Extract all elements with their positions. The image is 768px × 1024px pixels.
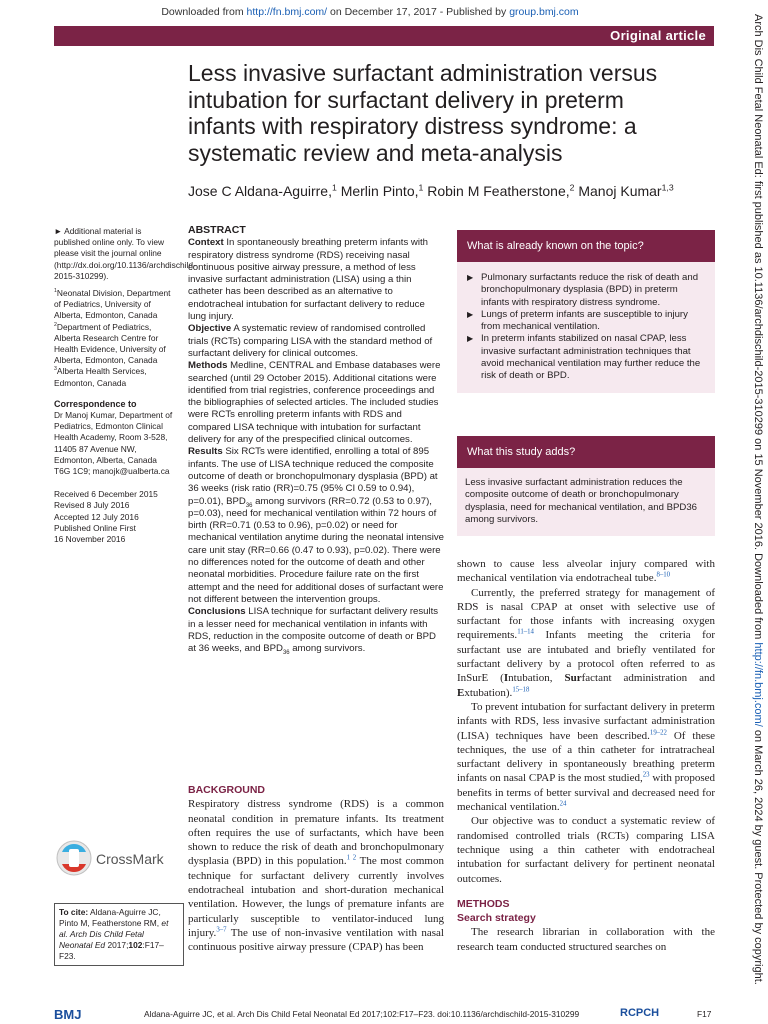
affiliation: $^2$Department of Pediatrics, Alberta Research Centre for Health Evidence, University of Alberta, Edmonton, Canada — [54, 321, 166, 366]
crossmark-label: CrossMark — [96, 851, 164, 867]
footer-citation: Aldana-Aguirre JC, et al. Arch Dis Child Fetal Neonatal Ed 2017;102:F17–F23. doi:10.1136/archdischild-2015-310299 — [144, 1009, 580, 1019]
background-section — [188, 783, 444, 955]
abstract-context: Context In spontaneously breathing preterm infants with respiratory distress syndrome (RDS) receiving nasal continuous positive airway pressure, a method of less invasive surfactant administration (LISA) using a thin catheter has been described as an alternative to endotracheal intubation for surfactant delivery to reduce lung injury. — [188, 237, 428, 323]
publisher-link[interactable]: group.bmj.com — [509, 6, 579, 18]
article-title: Less invasive surfactant administration versus intubation for surfactant delivery in preterm infants with respiratory distress syndrome: a systematic review and meta-analysis — [188, 60, 658, 166]
date-published-label: Published Online First — [54, 522, 136, 533]
paragraph: Our objective was to conduct a systematic review of randomised controlled trials (RCTs) comparing LISA technique using a thin catheter with endotracheal intubation for surfactant delivery for pertinent neonatal outcomes. — [457, 815, 715, 885]
paragraph: To prevent intubation for surfactant delivery in preterm infants with RDS, less invasive surfactant administration (LISA) techniques have been described.$^{19-22}$ Of these techniques, the use of a thin catheter for intratracheal surfactant delivery in spontaneously breathing preterm infants on nasal CPAP is the most studied,$^{23}$ with proposed benefits in terms of better survival and decreased need for mechanical ventilation.$^{24}$ — [457, 700, 715, 814]
download-url-link[interactable]: http://fn.bmj.com/ — [246, 6, 328, 18]
download-middle: on December 17, 2017 - Published by — [330, 6, 507, 18]
adds-box-text: Less invasive surfactant administration reduces the composite outcome of death or bronchopulmonary dysplasia, need for mechanical ventilation, and BPD36 among survivors. — [465, 477, 697, 525]
crossmark-badge[interactable] — [54, 838, 179, 878]
affiliation: $^3$Alberta Health Services, Edmonton, Canada — [54, 366, 147, 388]
bullet-triangle-icon: ▶ — [467, 309, 474, 319]
abstract-conclusions: Conclusions LISA technique for surfactant delivery results in a lesser need for mechanical ventilation in infants with RDS, reduction in the composite outcome of death or BPD at 36 weeks, and $BPD_{36}$ among survivors. — [188, 606, 439, 656]
known-box-heading: What is already known on the topic? — [457, 230, 715, 262]
bullet-triangle-icon: ▶ — [467, 273, 474, 282]
correspondence-heading: Correspondence to — [54, 398, 137, 409]
date-revised: Revised 8 July 2016 — [54, 500, 130, 511]
bmj-logo: BMJ — [54, 1007, 82, 1022]
search-strategy-heading: Search strategy — [457, 912, 536, 925]
abstract-objective: Objective A systematic review of randomised controlled trials (RCTs) comparing LISA with the standard method of surfactant delivery for clinical outcomes. — [188, 323, 433, 359]
section-label: Original article — [610, 28, 706, 43]
author: Robin M Featherstone,$^2$ — [427, 182, 575, 199]
crossmark-icon — [54, 838, 179, 878]
author: Manoj Kumar$^{1,3}$ — [578, 182, 674, 199]
vertical-margin-note: Arch Dis Child Fetal Neonatal Ed: first published as 10.1136/archdischild-2015-310299 on 15 November 2016. Downloaded from http://fn.bmj.com/ on March 26, 2024 by guest. Protected by copyright. — [752, 14, 764, 985]
rcpch-logo: RCPCH — [620, 1007, 660, 1019]
author: Merlin Pinto,$^1$ — [340, 182, 424, 199]
paragraph: shown to cause less alveolar injury compared with mechanical ventilation via endotracheal tube.$^{8-10}$ — [457, 558, 715, 585]
paragraph: Currently, the preferred strategy for management of RDS is nasal CPAP at onset with selective use of surfactant for those infants with increasing oxygen requirements.$^{11-14}$ Infants meeting the criteria for surfactant use are intubated and briefly ventilated for surfactant delivery by a protocol often referred to as InSurE (Intubation, Surfactant administration and Extubation).$^{15-18}$ — [457, 586, 715, 699]
date-published: 16 November 2016 — [54, 534, 126, 545]
known-item: ▶ In preterm infants stabilized on nasal CPAP, less invasive surfactant administration techniques that avoid mechanical ventilation may further reduce the risk of death or BPD. — [467, 333, 701, 382]
known-item: ▶ Pulmonary surfactants reduce the risk of death and bronchopulmonary dysplasia (BPD) in preterm infants with respiratory distress syndrome. — [467, 272, 699, 308]
page-number: F17 — [697, 1009, 712, 1019]
abstract-heading: ABSTRACT — [188, 224, 246, 236]
bullet-triangle-icon: ▶ — [467, 334, 474, 344]
adds-box-heading: What this study adds? — [457, 436, 715, 468]
background-heading: BACKGROUND — [188, 784, 265, 796]
right-column-text — [457, 557, 715, 954]
page-footer — [54, 1007, 714, 1023]
author: Jose C Aldana-Aguirre,$^1$ — [188, 182, 337, 199]
paragraph: Respiratory distress syndrome (RDS) is a common neonatal condition in premature infants. Its treatment often requires the use of surfactants, which have been shown to reduce the risk of death and bronchopulmonary dysplasia (BPD) in this population.$^{1 2}$ The most common technique for surfactant delivery currently involves endotracheal intubation and short-duration mechanical ventilation. However, the lungs of premature infants are particularly susceptible to ventilator-induced lung injury.$^{3-7}$ The use of non-invasive ventilation with nasal continuous positive airway pressure (CPAP) has been — [188, 798, 444, 954]
methods-heading: METHODS — [457, 897, 510, 910]
paragraph: The research librarian in collaboration with the research team conducted structured searches on — [457, 926, 715, 953]
known-box — [457, 230, 715, 393]
affiliation: $^1$Neonatal Division, Department of Pediatrics, University of Alberta, Edmonton, Canada — [54, 288, 171, 321]
author-list — [188, 183, 708, 199]
abstract — [188, 224, 444, 655]
abstract-results: Results Six RCTs were identified, enrolling a total of 895 infants. The use of LISA technique reduced the composite outcome of death or bronchopulmonary dysplasia (BPD) at 36 weeks (risk ratio (RR)=0.75 (95% CI 0.59 to 0.94), p=0.01), $BPD_{36}$ among survivors (RR=0.72 (0.53 to 0.97), p=0.03), need for mechanical ventilation within 72 hours of birth (RR=0.71 (0.53 to 0.96), p=0.02) or need for mechanical ventilation anytime during the neonatal intensive care unit stay (RR=0.66 (0.47 to 0.93), p=0.02). There were no differences noted for the outcome of death and other neonatal morbidities. Procedure failure rate on the first attempt and the need for additional doses of surfactant were not different between the intervention groups. — [188, 446, 444, 605]
cite-box: To cite: Aldana-Aguirre JC, Pinto M, Featherstone RM, et al. Arch Dis Child Fetal Neonatal Ed 2017;102:F17–F23. — [54, 903, 184, 966]
date-received: Received 6 December 2015 — [54, 489, 158, 500]
section-band — [54, 26, 714, 46]
adds-box — [457, 436, 715, 536]
correspondence-text: Dr Manoj Kumar, Department of Pediatrics, Edmonton Clinical Health Academy, Room 3-528, 11405 87 Avenue NW, Edmonton, Alberta, Canada T6G 1C9; manojk@ualberta.ca — [54, 410, 173, 477]
download-line — [0, 6, 740, 18]
date-accepted: Accepted 12 July 2016 — [54, 511, 139, 522]
known-item: ▶ Lungs of preterm infants are susceptible to injury from mechanical ventilation. — [467, 308, 688, 333]
additional-material-note: ► Additional material is published online only. To view please visit the journal online (http://dx.doi.org/10.1136/archdischild-2015-310299). — [54, 226, 196, 281]
vertical-url-link[interactable]: http://fn.bmj.com/ — [752, 642, 764, 727]
sidebar-notes — [54, 226, 196, 545]
download-prefix: Downloaded from — [161, 6, 244, 18]
abstract-methods: Methods Medline, CENTRAL and Embase databases were searched (until 29 October 2015). Additional citations were identified from trial registries, conference proceedings and the bibliographies of selected articles. The included studies were RCTs enrolling preterm infants with RDS and compared LISA technique with intubation for surfactant delivery for any of the prespecified clinical outcomes. — [188, 360, 441, 446]
